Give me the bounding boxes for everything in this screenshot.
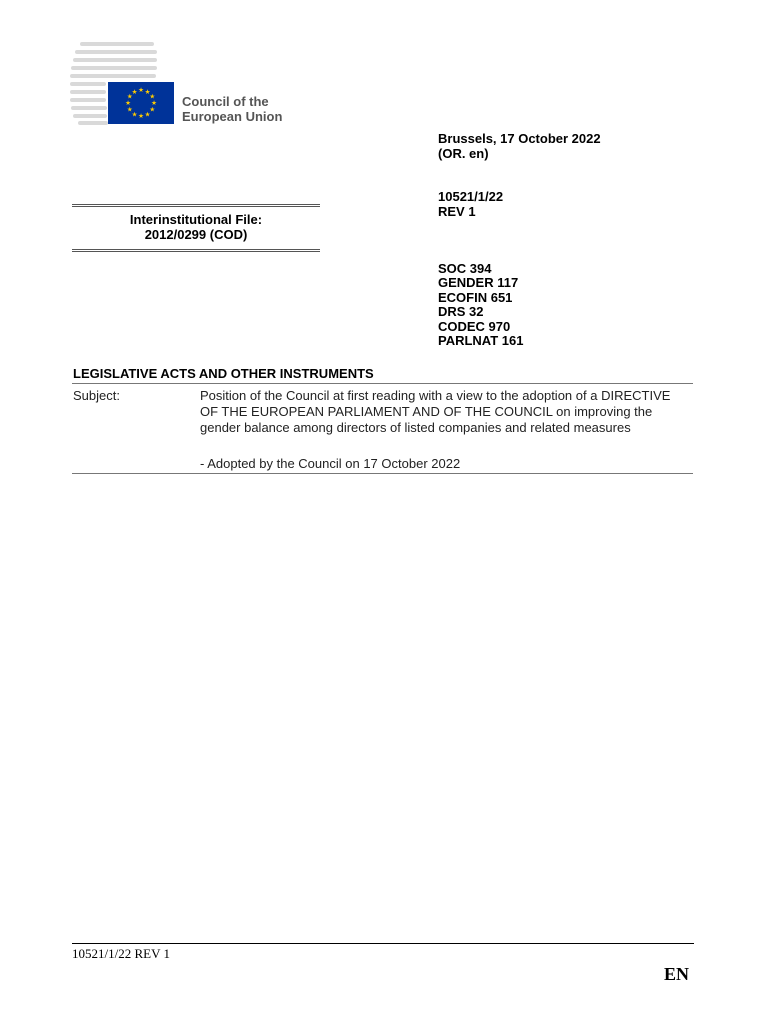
- document-number: 10521/1/22: [438, 189, 504, 204]
- original-language: (OR. en): [438, 146, 489, 161]
- organisation-name: [182, 94, 282, 124]
- flag-star-icon: ★: [138, 86, 144, 95]
- council-logo: [70, 40, 310, 126]
- interinstitutional-file-label: Interinstitutional File:: [129, 212, 263, 227]
- subject-label: Subject:: [73, 388, 120, 403]
- organisation-name-line1: Council of the: [182, 94, 269, 109]
- interinstitutional-file-number: 2012/0299 (COD): [144, 227, 248, 242]
- flag-star-icon: ★: [131, 110, 138, 119]
- code-item: ECOFIN 651: [438, 289, 513, 305]
- date-block: [438, 131, 601, 161]
- code-item: GENDER 117: [438, 275, 519, 291]
- footer-rule: [72, 943, 694, 944]
- flag-star-icon: ★: [149, 92, 156, 101]
- organisation-name-line2: European Union: [182, 109, 283, 124]
- footer-reference: 10521/1/22 REV 1: [72, 946, 170, 961]
- section-heading: LEGISLATIVE ACTS AND OTHER INSTRUMENTS: [73, 366, 374, 381]
- subject-text: Position of the Council at first reading with a view to the adoption of a DIRECTIVE OF THE EUROPEAN PARLIAMENT AND OF THE COUNCIL on improving the gender balance among directors of listed companies and related measures: [200, 388, 671, 435]
- flag-star-icon: ★: [125, 99, 131, 108]
- codes-block: [438, 262, 523, 348]
- interinstitutional-file-box: [72, 204, 320, 252]
- adopted-note: - Adopted by the Council on 17 October 2022: [200, 456, 461, 471]
- document-number-block: [438, 189, 503, 219]
- code-item: PARLNAT 161: [438, 333, 524, 349]
- section-top-rule: [72, 383, 693, 384]
- flag-star-icon: ★: [149, 105, 156, 114]
- footer-language: EN: [664, 964, 690, 984]
- code-item: CODEC 970: [438, 318, 511, 334]
- flag-star-icon: ★: [144, 87, 151, 96]
- code-item: SOC 394: [438, 261, 492, 276]
- flag-star-icon: ★: [126, 92, 133, 101]
- revision: REV 1: [438, 204, 476, 219]
- place-date: Brussels, 17 October 2022: [438, 131, 601, 146]
- flag-star-icon: ★: [126, 105, 133, 114]
- eu-flag-icon: [108, 82, 174, 124]
- section-bottom-rule: [72, 473, 693, 474]
- flag-star-icon: ★: [144, 110, 151, 119]
- flag-star-icon: ★: [151, 99, 157, 108]
- flag-star-icon: ★: [138, 112, 144, 121]
- code-item: DRS 32: [438, 304, 484, 320]
- flag-star-icon: ★: [131, 87, 138, 96]
